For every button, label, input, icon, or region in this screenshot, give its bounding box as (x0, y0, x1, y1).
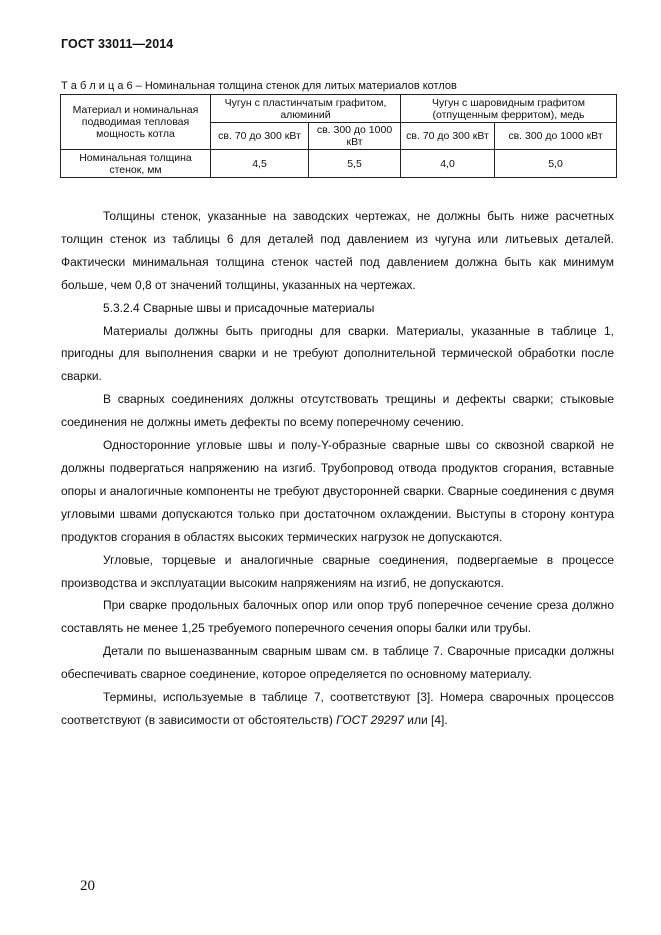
paragraph: В сварных соединениях должны отсутствовать трещины и дефекты сварки; стыковые соединения не должны иметь дефекты по всему поперечному сечению. (61, 392, 614, 430)
page-number: 20 (80, 878, 95, 894)
paragraph: Детали по вышеназванным сварным швам см. в таблице 7. Сварочные присадки должны обеспечивать сварное соединение, которое определяется по основному материалу. (61, 644, 614, 682)
body-text (61, 205, 614, 732)
table-caption: Т а б л и ц а 6 – Номинальная толщина стенок для литых материалов котлов (61, 80, 457, 92)
paragraph: Толщины стенок, указанные на заводских чертежах, не должны быть ниже расчетных толщин стенок из таблицы 6 для деталей под давлением из чугуна или литьевых деталей. Фактически минимальная толщина стенок частей под давлением должна быть как минимум больше, чем 0,8 от значений толщины, указанных на чертежах. (61, 209, 614, 292)
table-subheader: св. 300 до 1000 кВт (309, 123, 401, 150)
table-head-material: Материал и номинальная подводимая тепловая мощность котла (61, 95, 211, 150)
paragraph (61, 686, 614, 732)
wall-thickness-table (60, 94, 617, 178)
table-group-header: Чугун с пластинчатым графитом, алюминий (211, 95, 401, 123)
paragraph-text: или [4]. (403, 712, 448, 727)
paragraph: Материалы должны быть пригодны для сварки. Материалы, указанные в таблице 1, пригодны для выполнения сварки и не требуют дополнительной термической обработки после сварки. (61, 323, 614, 384)
table-cell: 4,0 (401, 150, 495, 178)
paragraph-text: Термины, используемые в таблице 7, соответствуют [3]. Номера сварочных процессов соответствуют (в зависимости от обстоятельств) (61, 690, 614, 727)
table-subheader: св. 300 до 1000 кВт (495, 123, 617, 150)
table-row-label: Номинальная толщина стенок, мм (61, 150, 211, 178)
table-cell: 5,5 (309, 150, 401, 178)
paragraph: При сварке продольных балочных опор или опор труб поперечное сечение среза должно составлять не менее 1,25 требуемого поперечного сечения опоры балки или трубы. (61, 598, 614, 636)
table-subheader: св. 70 до 300 кВт (401, 123, 495, 150)
table-subheader: св. 70 до 300 кВт (211, 123, 309, 150)
paragraph: Угловые, торцевые и аналогичные сварные соединения, подвергаемые в процессе производства и эксплуатации высоким напряжениям на изгиб, не допускаются. (61, 552, 614, 590)
table-group-header: Чугун с шаровидным графитом (отпущенным ферритом), медь (401, 95, 617, 123)
document-header: ГОСТ 33011—2014 (61, 37, 174, 51)
paragraph: Односторонние угловые швы и полу-Y-образные сварные швы со сквозной сваркой не должны подвергаться напряжению на изгиб. Трубопровод отвода продуктов сгорания, вставные опоры и аналогичные компоненты не требуют двусторонней сварки. Сварные соединения с двумя угловыми швами допускаются только при достаточном охлаждении. Выступы в сторону контура продуктов сгорания в областях высоких термических нагрузок не допускаются. (61, 438, 614, 544)
table-cell: 4,5 (211, 150, 309, 178)
standard-reference: ГОСТ 29297 (336, 712, 404, 727)
section-heading: 5.3.2.4 Сварные швы и присадочные материалы (103, 300, 375, 315)
table-cell: 5,0 (495, 150, 617, 178)
